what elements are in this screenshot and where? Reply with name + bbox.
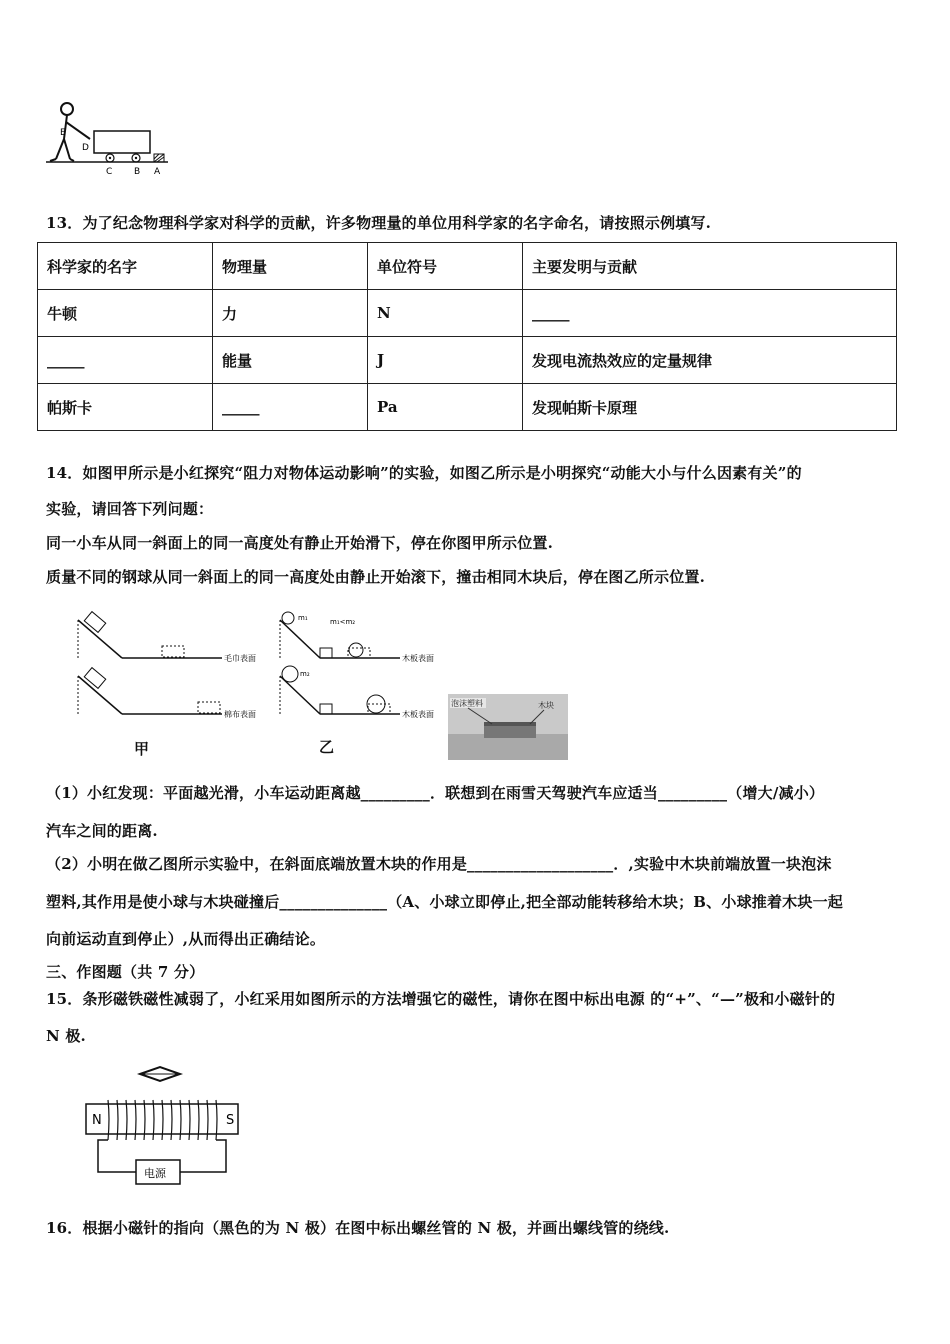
cell: N [368, 290, 523, 337]
table-row [38, 337, 897, 384]
figure-yi-label: 乙 [319, 738, 335, 756]
q14-line3: 同一小车从同一斜面上的同一高度处有静止开始滑下，停在你图甲所示位置. [46, 534, 554, 552]
q14-line2: 实验，请回答下列问题： [46, 500, 214, 518]
scientist-table [37, 242, 897, 431]
table-row [38, 384, 897, 431]
q14-p1: （1）小红发现：平面越光滑，小车运动距离越_________．联想到在雨雪天驾驶汽车应适当_________（增大/减小） [46, 784, 825, 802]
photo-label-block: 木块 [538, 701, 554, 710]
power-source-label: 电源 [144, 1167, 166, 1180]
blank-cell[interactable]: _____ [38, 337, 213, 384]
figure-jia [72, 610, 268, 726]
surface-label-towel: 毛巾表面 [224, 654, 256, 663]
section-3-title: 三、作图题（共 7 分） [46, 963, 205, 981]
q15-line1: 15．条形磁铁磁性减弱了，小红采用如图所示的方法增强它的磁性，请你在图中标出电源 的“+”、“—”极和小磁针的 [46, 990, 836, 1008]
figure-person-cart [40, 95, 180, 180]
q15-line2: N 极. [46, 1027, 86, 1045]
header-contribution: 主要发明与贡献 [523, 243, 897, 290]
cell: 力 [213, 290, 368, 337]
magnet-n-label: N [92, 1113, 102, 1128]
q14-p1b: 汽车之间的距离. [46, 822, 158, 840]
cell: 发现电流热效应的定量规律 [523, 337, 897, 384]
q16-text: 16．根据小磁针的指向（黑色的为 N 极）在图中标出螺丝管的 N 极，并画出螺线管的绕线. [46, 1219, 670, 1237]
label-B: B [134, 167, 141, 177]
header-scientist: 科学家的名字 [38, 243, 213, 290]
figure-jia-label: 甲 [134, 740, 150, 758]
figure-yi [274, 610, 444, 726]
table-header-row [38, 243, 897, 290]
header-quantity: 物理量 [213, 243, 368, 290]
surface-label-board-2: 木板表面 [402, 710, 434, 719]
table-row [38, 290, 897, 337]
q13-text: 13．为了纪念物理科学家对科学的贡献，许多物理量的单位用科学家的名字命名，请按照示例填写. [46, 214, 712, 232]
header-unit: 单位符号 [368, 243, 523, 290]
q14-line4: 质量不同的钢球从同一斜面上的同一高度处由静止开始滚下，撞击相同木块后，停在图乙所示位置. [46, 568, 706, 586]
photo-label-foam: 泡沫塑料 [451, 699, 483, 708]
cell: 牛顿 [38, 290, 213, 337]
cell: 能量 [213, 337, 368, 384]
blank-cell[interactable]: _____ [523, 290, 897, 337]
q14-p2: （2）小明在做乙图所示实验中，在斜面底端放置木块的作用是___________________．,实验中木块前端放置一块泡沫 [46, 855, 832, 873]
label-E: E [60, 128, 66, 138]
surface-label-cotton: 棉布表面 [224, 710, 256, 719]
surface-label-board-1: 木板表面 [402, 654, 434, 663]
figure-magnet-solenoid [80, 1062, 250, 1192]
q14-line1: 14．如图甲所示是小红探究“阻力对物体运动影响”的实验，如图乙所示是小明探究“动能大小与什么因素有关”的 [46, 464, 802, 482]
label-A: A [154, 167, 161, 177]
cell: J [368, 337, 523, 384]
q14-p2c: 向前运动直到停止）,从而得出正确结论。 [46, 930, 326, 948]
cell: 发现帕斯卡原理 [523, 384, 897, 431]
magnet-s-label: S [226, 1113, 235, 1128]
label-mass-relation: m₁<m₂ [330, 618, 356, 626]
label-m1-top: m₁ [298, 614, 308, 622]
blank-cell[interactable]: _____ [213, 384, 368, 431]
q14-p2b: 塑料,其作用是使小球与木块碰撞后______________（A、小球立即停止,把全部动能转移给木块；B、小球推着木块一起 [46, 893, 843, 911]
label-C: C [106, 167, 113, 177]
cell: Pa [368, 384, 523, 431]
label-D: D [82, 143, 89, 153]
cell: 帕斯卡 [38, 384, 213, 431]
figure-photo-foam-block [448, 694, 568, 760]
label-m2-bottom: m₂ [300, 670, 310, 678]
